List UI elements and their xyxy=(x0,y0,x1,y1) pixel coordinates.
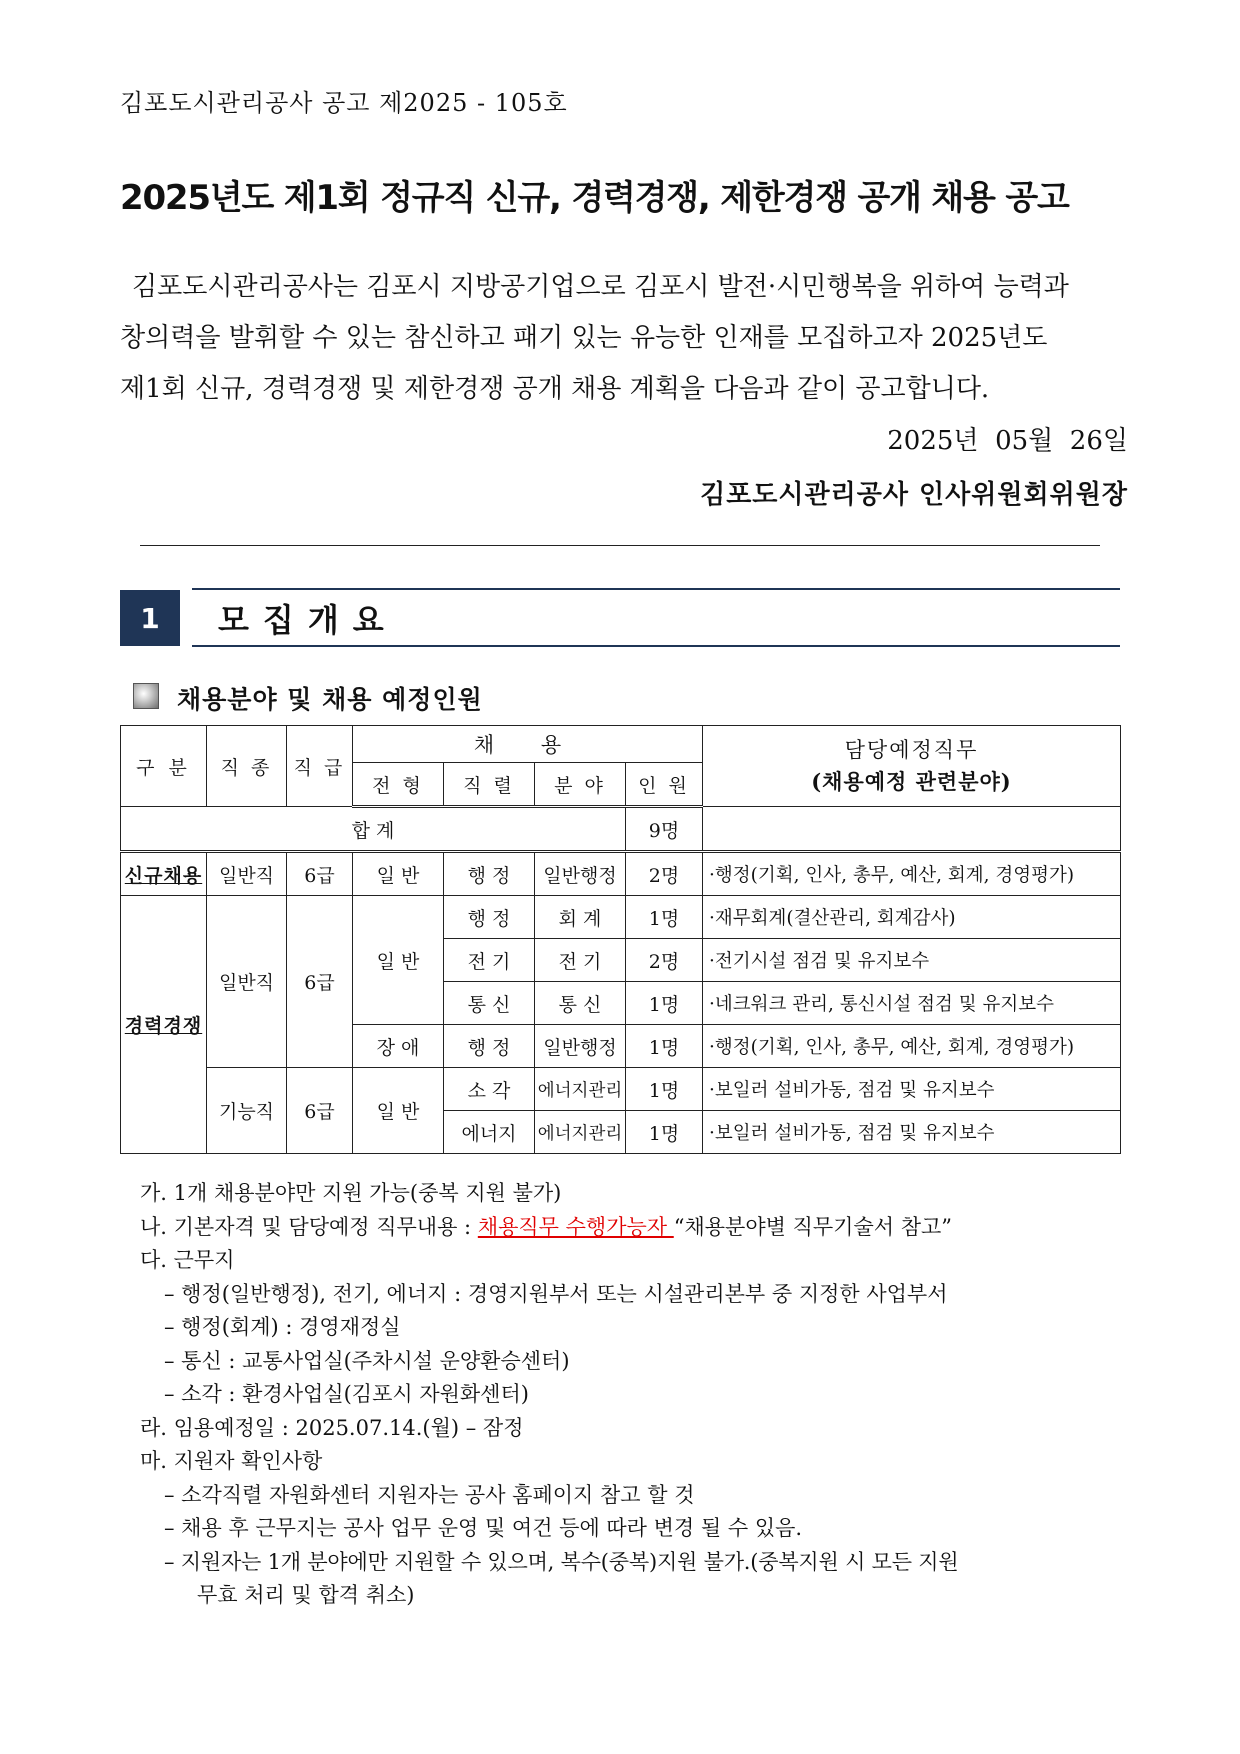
section-rule-top xyxy=(192,588,1120,590)
cell-jikryeol: 통 신 xyxy=(444,982,535,1025)
cell-bunya: 일반행정 xyxy=(535,1025,626,1068)
note-ma-continuation: 무효 처리 및 합격 취소) xyxy=(197,1583,415,1607)
category-new-hire-label: 신규채용 xyxy=(124,864,203,887)
cell-jikryeol: 소 각 xyxy=(444,1068,535,1111)
cell-jeonhyeong: 일 반 xyxy=(353,852,444,896)
cell-duty: ·네크워크 관리, 통신시설 점검 및 유지보수 xyxy=(703,982,1121,1025)
cell-jikryeol: 행 정 xyxy=(444,896,535,939)
cell-jikryeol: 행 정 xyxy=(444,1025,535,1068)
cell-bunya: 일반행정 xyxy=(535,852,626,896)
note-ma-item: – 소각직렬 자원화센터 지원자는 공사 홈페이지 참고 할 것 xyxy=(164,1482,695,1507)
cell-jikryeol: 행 정 xyxy=(444,852,535,896)
total-duty xyxy=(703,807,1121,852)
section-number-badge: 1 xyxy=(120,590,180,646)
total-count: 9명 xyxy=(626,807,703,852)
page-title: 2025년도 제1회 정규직 신규, 경력경쟁, 제한경쟁 공개 채용 공고 xyxy=(120,178,1069,218)
cell-jikryeol: 전 기 xyxy=(444,939,535,982)
notes-list xyxy=(140,1177,1130,1613)
category-new-hire xyxy=(121,852,207,896)
cell-count: 1명 xyxy=(626,1111,703,1154)
header-jeonhyeong: 전 형 xyxy=(353,763,444,807)
square-bullet-icon xyxy=(133,683,159,709)
announcement-date: 2025년 05월 26일 xyxy=(887,426,1128,456)
divider xyxy=(140,545,1100,546)
note-da-item: – 행정(일반행정), 전기, 에너지 : 경영지원부서 또는 시설관리본부 중 지정한 사업부서 xyxy=(164,1281,948,1306)
subsection-title: 채용분야 및 채용 예정인원 xyxy=(177,685,483,714)
cell-duty: ·전기시설 점검 및 유지보수 xyxy=(703,939,1121,982)
note-ra: 라. 임용예정일 : 2025.07.14.(월) – 잠정 xyxy=(140,1415,524,1440)
note-ma-item: – 채용 후 근무지는 공사 업무 운영 및 여건 등에 따라 변경 될 수 있음. xyxy=(164,1516,803,1540)
cell-count: 1명 xyxy=(626,1025,703,1068)
note-ma-item: – 지원자는 1개 분야에만 지원할 수 있으며, 복수(중복)지원 불가.(중복지원 시 모든 지원 xyxy=(164,1549,959,1574)
total-label: 합 계 xyxy=(121,807,626,852)
header-jikryeol: 직 렬 xyxy=(444,763,535,807)
cell-duty: ·보일러 설비가동, 점검 및 유지보수 xyxy=(703,1068,1121,1111)
cell-count: 1명 xyxy=(626,896,703,939)
cell-count: 1명 xyxy=(626,1068,703,1111)
note-da-item: – 소각 : 환경사업실(김포시 자원화센터) xyxy=(164,1382,529,1406)
header-jikgeup: 직 급 xyxy=(287,726,353,807)
note-na-suffix: “채용분야별 직무기술서 참고” xyxy=(673,1214,953,1239)
cell-bunya: 통 신 xyxy=(535,982,626,1025)
cell-jikjong: 일반직 xyxy=(207,896,287,1068)
cell-duty: ·행정(기획, 인사, 총무, 예산, 회계, 경영평가) xyxy=(703,852,1121,896)
header-duty-line2: (채용예정 관련분야) xyxy=(811,769,1012,794)
cell-bunya: 회 계 xyxy=(535,896,626,939)
notice-number: 김포도시관리공사 공고 제2025 - 105호 xyxy=(120,89,568,117)
header-inwon: 인 원 xyxy=(626,763,703,807)
note-da-item: – 행정(회계) : 경영재정실 xyxy=(164,1315,401,1339)
cell-bunya: 에너지관리 xyxy=(535,1111,626,1154)
cell-duty: ·행정(기획, 인사, 총무, 예산, 회계, 경영평가) xyxy=(703,1025,1121,1068)
note-na xyxy=(140,1211,1130,1245)
cell-jeonhyeong: 장 애 xyxy=(353,1025,444,1068)
cell-jikjong: 기능직 xyxy=(207,1068,287,1154)
cell-bunya: 전 기 xyxy=(535,939,626,982)
intro-line: 김포도시관리공사는 김포시 지방공기업으로 김포시 발전·시민행복을 위하여 능력과 xyxy=(132,272,1069,302)
cell-grade: 6급 xyxy=(287,1068,353,1154)
section-title: 모집개요 xyxy=(218,601,398,639)
cell-count: 2명 xyxy=(626,939,703,982)
note-ga: 가. 1개 채용분야만 지원 가능(중복 지원 불가) xyxy=(140,1181,562,1205)
cell-jikryeol: 에너지 xyxy=(444,1111,535,1154)
cell-jeonhyeong: 일 반 xyxy=(353,896,444,1025)
cell-duty: ·보일러 설비가동, 점검 및 유지보수 xyxy=(703,1111,1121,1154)
note-ma: 마. 지원자 확인사항 xyxy=(140,1449,323,1473)
cell-jeonhyeong: 일 반 xyxy=(353,1068,444,1154)
cell-bunya: 에너지관리 xyxy=(535,1068,626,1111)
cell-jikjong: 일반직 xyxy=(207,852,287,896)
category-career xyxy=(121,896,207,1154)
header-duty xyxy=(703,726,1121,807)
cell-grade: 6급 xyxy=(287,896,353,1068)
intro-paragraph xyxy=(120,262,1130,415)
cell-duty: ·재무회계(결산관리, 회계감사) xyxy=(703,896,1121,939)
note-da-item: – 통신 : 교통사업실(주차시설 운양환승센터) xyxy=(164,1348,570,1373)
note-da: 다. 근무지 xyxy=(140,1248,235,1272)
note-na-highlight: 채용직무 수행가능자 xyxy=(477,1214,674,1239)
intro-line: 제1회 신규, 경력경쟁 및 제한경쟁 공개 채용 계획을 다음과 같이 공고합니다. xyxy=(120,374,990,404)
header-duty-line1: 담당예정직무 xyxy=(844,738,979,762)
category-career-label: 경력경쟁 xyxy=(124,1015,203,1037)
intro-line: 창의력을 발휘할 수 있는 참신하고 패기 있는 유능한 인재를 모집하고자 2025년도 xyxy=(120,323,1048,353)
section-rule-bottom xyxy=(192,645,1120,647)
signer: 김포도시관리공사 인사위원회위원장 xyxy=(700,480,1128,510)
header-bunya: 분 야 xyxy=(535,763,626,807)
recruitment-table xyxy=(120,725,1121,1154)
cell-grade: 6급 xyxy=(287,852,353,896)
header-jikjong: 직 종 xyxy=(207,726,287,807)
note-na-prefix: 나. 기본자격 및 담당예정 직무내용 : xyxy=(140,1214,478,1239)
header-chaeyong: 채 용 xyxy=(353,726,703,763)
cell-count: 2명 xyxy=(626,852,703,896)
cell-count: 1명 xyxy=(626,982,703,1025)
header-gubun: 구 분 xyxy=(121,726,207,807)
